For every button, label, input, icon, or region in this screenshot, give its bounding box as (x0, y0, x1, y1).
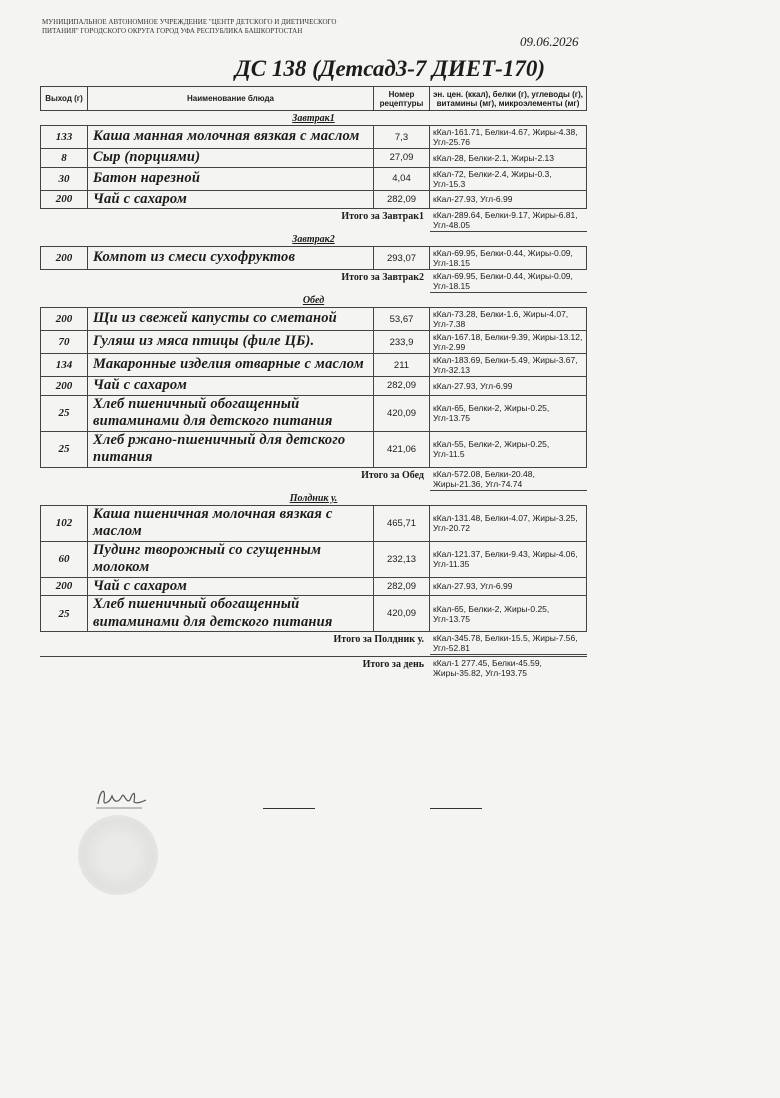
recipe-number: 4,04 (374, 168, 430, 191)
dish-output: 200 (40, 377, 88, 396)
table-row (40, 596, 587, 632)
nutrition-info: кКал-183.69, Белки-5.49, Жиры-3.67, Угл-32.13 (430, 354, 587, 377)
dish-output: 102 (40, 506, 88, 542)
header-name: Наименование блюда (88, 86, 374, 111)
dish-output: 25 (40, 432, 88, 468)
table-row (40, 168, 587, 191)
table-row (40, 542, 587, 578)
meal-total-value: кКал-289.64, Белки-9.17, Жиры-6.81, Угл-48.05 (430, 209, 587, 232)
dish-output: 25 (40, 396, 88, 432)
meal-total-value: кКал-572.08, Белки-20.48, Жиры-21.36, Угл-74.74 (430, 468, 587, 491)
table-row (40, 578, 587, 597)
table-row (40, 149, 587, 168)
table-row (40, 126, 587, 149)
meal-total-label: Итого за Завтрак1 (341, 211, 424, 222)
nutrition-info: кКал-27.93, Угл-6.99 (430, 578, 587, 597)
meal-total-row (40, 632, 587, 655)
dish-name: Макаронные изделия отварные с маслом (88, 354, 374, 377)
nutrition-info: кКал-72, Белки-2.4, Жиры-0.3, Угл-15.3 (430, 168, 587, 191)
table-row (40, 396, 587, 432)
recipe-number: 293,07 (374, 247, 430, 270)
meals-container (40, 111, 587, 655)
meal-total-label: Итого за Завтрак2 (341, 272, 424, 283)
nutrition-info: кКал-69.95, Белки-0.44, Жиры-0.09, Угл-18.15 (430, 247, 587, 270)
day-total-value: кКал-1 277.45, Белки-45.59, Жиры-35.82, Угл-193.75 (433, 658, 542, 678)
nutrition-info: кКал-65, Белки-2, Жиры-0.25, Угл-13.75 (430, 396, 587, 432)
dish-name: Чай с сахаром (88, 191, 374, 210)
dish-name: Пудинг творожный со сгущенным молоком (88, 542, 374, 578)
dish-name: Хлеб пшеничный обогащенный витаминами для детского питания (88, 596, 374, 632)
table-header (40, 86, 587, 111)
table-row (40, 331, 587, 354)
menu-table (40, 86, 587, 679)
dish-name: Хлеб пшеничный обогащенный витаминами для детского питания (88, 396, 374, 432)
recipe-number: 282,09 (374, 578, 430, 597)
recipe-number: 420,09 (374, 396, 430, 432)
meal-total-value: кКал-345.78, Белки-15.5, Жиры-7.56, Угл-52.81 (430, 632, 587, 655)
table-row (40, 432, 587, 468)
meal-total-row (40, 209, 587, 232)
nutrition-info: кКал-121.37, Белки-9.43, Жиры-4.06, Угл-11.35 (430, 542, 587, 578)
nutrition-info: кКал-28, Белки-2.1, Жиры-2.13 (430, 149, 587, 168)
signature-line-left (263, 808, 315, 809)
signature-line-right (430, 808, 482, 809)
nutrition-info: кКал-161.71, Белки-4.67, Жиры-4.38, Угл-25.76 (430, 126, 587, 149)
dish-name: Компот из смеси сухофруктов (88, 247, 374, 270)
table-row (40, 308, 587, 331)
dish-name: Каша пшеничная молочная вязкая с маслом (88, 506, 374, 542)
nutrition-info: кКал-55, Белки-2, Жиры-0.25, Угл-11.5 (430, 432, 587, 468)
recipe-number: 232,13 (374, 542, 430, 578)
stamp-seal (78, 815, 158, 895)
recipe-number: 420,09 (374, 596, 430, 632)
meal-title: Завтрак1 (40, 111, 587, 126)
dish-output: 8 (40, 149, 88, 168)
table-row (40, 506, 587, 542)
header-nutrition: эн. цен. (ккал), белки (г), углеводы (г), витамины (мг), микроэлементы (мг) (430, 86, 587, 111)
recipe-number: 27,09 (374, 149, 430, 168)
dish-name: Каша манная молочная вязкая с маслом (88, 126, 374, 149)
nutrition-info: кКал-27.93, Угл-6.99 (430, 377, 587, 396)
meal-total-label: Итого за Полдник у. (333, 634, 424, 645)
recipe-number: 233,9 (374, 331, 430, 354)
nutrition-info: кКал-65, Белки-2, Жиры-0.25, Угл-13.75 (430, 596, 587, 632)
recipe-number: 282,09 (374, 377, 430, 396)
dish-output: 200 (40, 308, 88, 331)
meal-total-row (40, 270, 587, 293)
recipe-number: 282,09 (374, 191, 430, 210)
dish-output: 30 (40, 168, 88, 191)
recipe-number: 7,3 (374, 126, 430, 149)
recipe-number: 465,71 (374, 506, 430, 542)
dish-name: Чай с сахаром (88, 377, 374, 396)
meal-total-value: кКал-69.95, Белки-0.44, Жиры-0.09, Угл-18.15 (430, 270, 587, 293)
meal-total-label: Итого за Обед (361, 469, 424, 481)
dish-output: 200 (40, 191, 88, 210)
table-row (40, 191, 587, 210)
dish-output: 200 (40, 578, 88, 597)
dish-name: Щи из свежей капусты со сметаной (88, 308, 374, 331)
dish-output: 200 (40, 247, 88, 270)
menu-date: 09.06.2026 (520, 34, 579, 49)
recipe-number: 211 (374, 354, 430, 377)
table-row (40, 377, 587, 396)
dish-name: Чай с сахаром (88, 578, 374, 597)
header-output: Выход (г) (40, 86, 88, 111)
dish-name: Батон нарезной (88, 168, 374, 191)
header-recipe: Номер рецептуры (374, 86, 430, 111)
dish-name: Гуляш из мяса птицы (филе ЦБ). (88, 331, 374, 354)
page-title: ДС 138 (Детсад3-7 ДИЕТ-170) (235, 56, 545, 81)
recipe-number: 53,67 (374, 308, 430, 331)
meal-title: Обед (40, 293, 587, 308)
organization-header: МУНИЦИПАЛЬНОЕ АВТОНОМНОЕ УЧРЕЖДЕНИЕ "ЦЕНТР ДЕТСКОГО И ДИЕТИЧЕСКОГО ПИТАНИЯ" ГОРОДСКОГО ОКРУГА ГОРОД УФА РЕСПУБЛИКА БАШКОРТОСТАН (42, 18, 337, 35)
day-total-row (40, 657, 587, 679)
table-row (40, 354, 587, 377)
nutrition-info: кКал-131.48, Белки-4.07, Жиры-3.25, Угл-20.72 (430, 506, 587, 542)
nutrition-info: кКал-167.18, Белки-9.39, Жиры-13.12, Угл-2.99 (430, 331, 587, 354)
nutrition-info: кКал-73.28, Белки-1.6, Жиры-4.07, Угл-7.38 (430, 308, 587, 331)
meal-title: Полдник у. (40, 491, 587, 506)
day-total-label: Итого за день (362, 659, 424, 670)
dish-output: 60 (40, 542, 88, 578)
dish-output: 25 (40, 596, 88, 632)
dish-name: Хлеб ржано-пшеничный для детского питания (88, 432, 374, 468)
table-row (40, 247, 587, 270)
dish-output: 134 (40, 354, 88, 377)
dish-output: 70 (40, 331, 88, 354)
dish-output: 133 (40, 126, 88, 149)
signature-image (92, 782, 152, 814)
dish-name: Сыр (порциями) (88, 149, 374, 168)
meal-title: Завтрак2 (40, 232, 587, 247)
recipe-number: 421,06 (374, 432, 430, 468)
nutrition-info: кКал-27.93, Угл-6.99 (430, 191, 587, 210)
meal-total-row (40, 468, 587, 491)
